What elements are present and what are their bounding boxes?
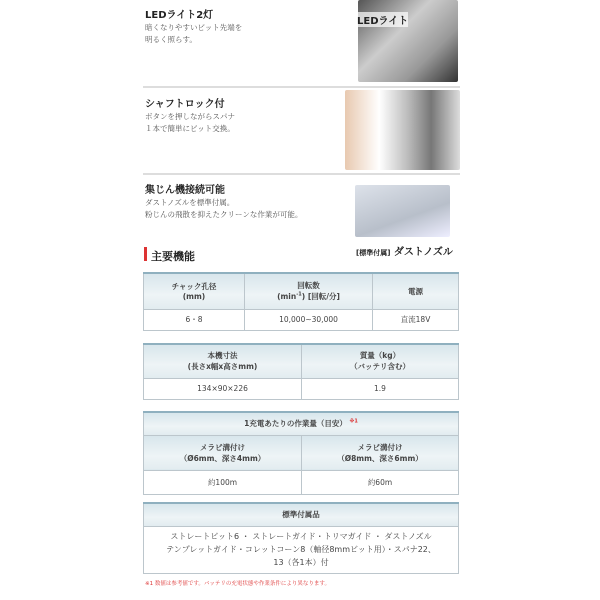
desc-line: 明るく照らす。	[145, 35, 197, 44]
header-dimensions: 本機寸法 (長さx幅x高さmm)	[144, 344, 302, 378]
feature-desc-dust	[145, 197, 302, 221]
caption-prefix: [標準付属]	[356, 249, 391, 257]
cell-speed: 10,000~30,000	[245, 309, 373, 330]
header-groove-8mm: メラビ溝付け （Ø8mm、深さ6mm）	[302, 435, 459, 470]
caption-label: ダストノズル	[393, 247, 453, 258]
feature-title-dust: 集じん機接続可能	[145, 185, 225, 196]
cell-dimensions: 134×90×226	[144, 378, 302, 399]
feature-title-shaftlock: シャフトロック付	[145, 99, 225, 110]
accessories-table	[143, 502, 459, 574]
spec-table-2	[143, 343, 459, 400]
spec-table-1	[143, 272, 459, 331]
section-title: 主要機能	[151, 250, 195, 263]
desc-line: ダストノズルを標準付属。	[145, 198, 235, 207]
desc-line: ボタンを押しながらスパナ	[145, 112, 235, 121]
header-chuck: チャック孔径 (mm)	[144, 273, 245, 309]
cell-groove-8mm: 約60m	[302, 470, 459, 494]
divider	[143, 86, 460, 88]
feature-desc-led	[145, 22, 242, 46]
cell-weight: 1.9	[302, 378, 459, 399]
dust-nozzle-image	[355, 185, 450, 237]
header-weight: 質量（kg） （バッテリ含む）	[302, 344, 459, 378]
desc-line: 暗くなりやすいビット先端を	[145, 23, 243, 32]
cell-power: 直流18V	[373, 309, 459, 330]
feature-title-led: LEDライト2灯	[145, 10, 214, 21]
header-power: 電源	[373, 273, 459, 309]
cell-groove-6mm: 約100m	[144, 470, 302, 494]
desc-line: 粉じんの飛散を抑えたクリーンな作業が可能。	[145, 210, 303, 219]
spec-table-3	[143, 411, 459, 495]
divider	[143, 173, 460, 175]
feature-desc-shaftlock	[145, 111, 235, 135]
header-accessories: 標準付属品	[144, 503, 459, 526]
shaft-lock-image	[345, 90, 460, 170]
desc-line: １本で簡単にビット交換。	[145, 124, 235, 133]
header-speed: 回転数 $(\min^{-1})$ [回転/分]	[245, 273, 373, 309]
cell-accessories: ストレートビット6 ・ ストレートガイド・トリマガイド ・ ダストノズル テンプレットガイド・コレットコーン8（軸径8mmビット用）・スパナ22、 13（各1本）付	[144, 526, 459, 573]
section-marker	[144, 247, 147, 261]
cell-chuck: 6・8	[144, 309, 245, 330]
header-work-per-charge: 1充電あたりの作業量（目安） $^{※1}$	[144, 412, 459, 435]
led-image-label: LEDライト	[357, 12, 408, 27]
dust-nozzle-caption	[356, 243, 453, 258]
footnote: ※1 数値は参考値です。バッテリの充電状態や作業条件により異なります。	[145, 581, 330, 587]
header-groove-6mm: メラビ溝付け （Ø6mm、深さ4mm）	[144, 435, 302, 470]
